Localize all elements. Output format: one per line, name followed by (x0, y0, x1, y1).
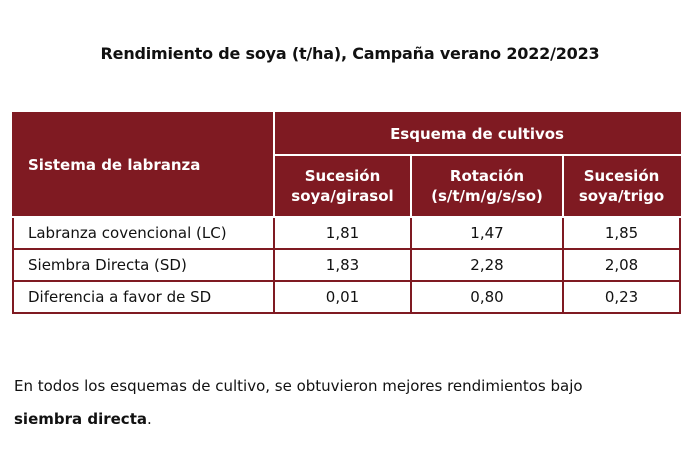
table-header-row (13, 113, 680, 155)
crop-scheme-header: Esquema de cultivos (274, 113, 680, 155)
column-header-line: soya/trigo (578, 187, 665, 205)
column-header-soya-girasol (274, 155, 411, 217)
table-cell: 2,08 (563, 249, 680, 281)
tillage-system-header: Sistema de labranza (13, 113, 274, 217)
column-header-rotacion (411, 155, 563, 217)
page-title: Rendimiento de soya (t/ha), Campaña verano 2022/2023 (100, 44, 600, 63)
table-cell: 2,28 (411, 249, 563, 281)
table-cell: 1,47 (411, 217, 563, 249)
table-cell: 0,01 (274, 281, 411, 313)
column-header-line: Rotación (449, 167, 525, 185)
footnote-text: En todos los esquemas de cultivo, se obtuvieron mejores rendimientos bajo (14, 377, 583, 395)
table-row (13, 217, 680, 249)
table-cell: 1,81 (274, 217, 411, 249)
column-header-line: Sucesión (583, 167, 660, 185)
table-cell: 1,85 (563, 217, 680, 249)
column-header-soya-trigo (563, 155, 680, 217)
table-cell: 1,83 (274, 249, 411, 281)
table-row (13, 249, 680, 281)
row-label: Diferencia a favor de SD (13, 281, 274, 313)
row-label: Siembra Directa (SD) (13, 249, 274, 281)
row-label: Labranza covencional (LC) (13, 217, 274, 249)
column-header-line: soya/girasol (291, 187, 394, 205)
footnote-end: . (147, 410, 152, 428)
table-cell: 0,80 (411, 281, 563, 313)
footnote-emphasis: siembra directa (14, 410, 147, 428)
column-header-line: Sucesión (304, 167, 381, 185)
footnote (14, 370, 690, 436)
yield-table (12, 112, 681, 314)
table-cell: 0,23 (563, 281, 680, 313)
table-row (13, 281, 680, 313)
column-header-line: (s/t/m/g/s/so) (431, 187, 543, 205)
